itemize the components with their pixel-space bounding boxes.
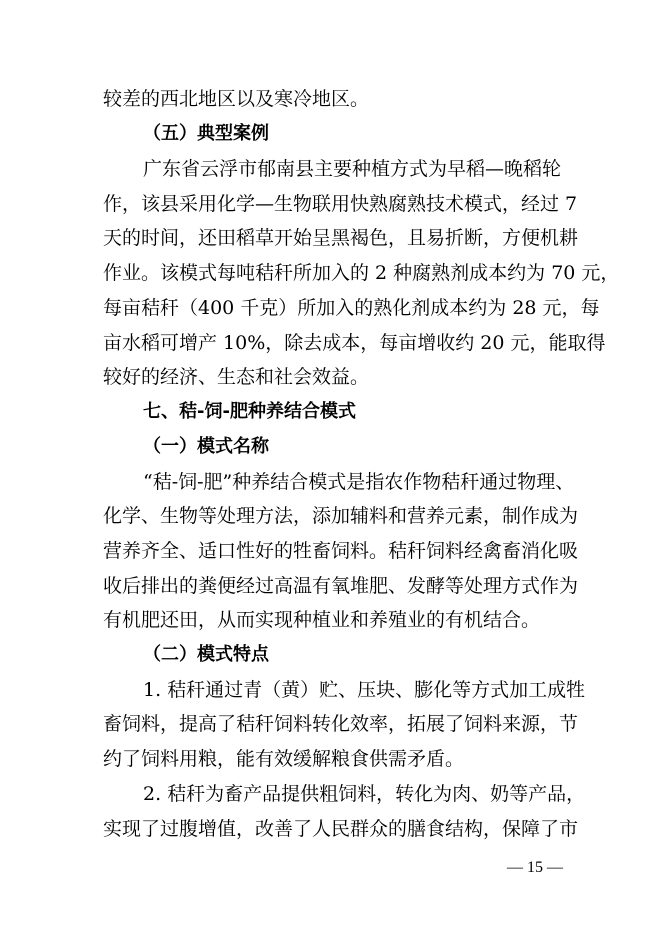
- paragraph-line: 每亩秸秆（400 千克）所加入的熟化剂成本约为 28 元，每: [103, 297, 600, 319]
- paragraph-line: “秸-饲-肥”种养结合模式是指农作物秸秆通过物理、: [143, 471, 575, 493]
- paragraph-line: 收后排出的粪便经过高温有氧堆肥、发酵等处理方式作为: [103, 575, 579, 597]
- paragraph-line: 亩水稻可增产 10%，除去成本，每亩增收约 20 元，能取得: [103, 332, 606, 354]
- paragraph-line: 约了饲料用粮，能有效缓解粮食供需矛盾。: [103, 748, 465, 770]
- paragraph-line: 2. 秸秆为畜产品提供粗饲料，转化为肉、奶等产品，: [143, 783, 586, 805]
- paragraph-line: 作业。该模式每吨秸秆所加入的 2 种腐熟剂成本约为 70 元，: [103, 262, 620, 284]
- paragraph-line: 畜饲料，提高了秸秆饲料转化效率，拓展了饲料来源，节: [103, 713, 579, 735]
- paragraph-line: 实现了过腹增值，改善了人民群众的膳食结构，保障了市: [103, 818, 579, 840]
- paragraph-line: 广东省云浮市郁南县主要种植方式为早稻—晚稻轮: [143, 158, 562, 180]
- paragraph-line: 1. 秸秆通过青（黄）贮、压块、膨化等方式加工成牲: [143, 679, 586, 701]
- section-heading-mode-name: （一）模式名称: [143, 436, 269, 457]
- paragraph-line: 营养齐全、适口性好的牲畜饲料。秸秆饲料经禽畜消化吸: [103, 540, 579, 562]
- section-heading-typical-case: （五）典型案例: [143, 123, 269, 144]
- paragraph-line: 较好的经济、生态和社会效益。: [103, 366, 370, 388]
- paragraph-line: 天的时间，还田稻草开始呈黑褐色，且易折断，方便机耕: [103, 227, 579, 249]
- page-number: — 15 —: [507, 859, 563, 876]
- section-heading-mode-features: （二）模式特点: [143, 644, 269, 665]
- paragraph-line: 化学、生物等处理方法，添加辅料和营养元素，制作成为: [103, 505, 579, 527]
- paragraph-line: 作，该县采用化学—生物联用快熟腐熟技术模式，经过 7: [103, 193, 578, 215]
- paragraph-line: 较差的西北地区以及寒冷地区。: [103, 88, 370, 110]
- paragraph-line: 有机肥还田，从而实现种植业和养殖业的有机结合。: [103, 609, 541, 631]
- chapter-heading: 七、秸-饲-肥种养结合模式: [143, 401, 356, 422]
